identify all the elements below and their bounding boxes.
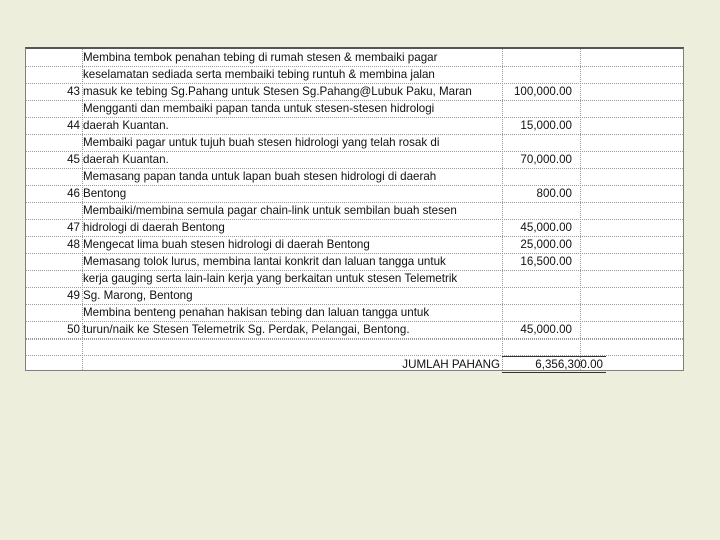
row-divider [26, 83, 683, 84]
row-description-line: Membaiki pagar untuk tujuh buah stesen hidrologi yang telah rosak di [83, 136, 440, 149]
row-number: 44 [67, 119, 80, 132]
row-number: 43 [67, 85, 80, 98]
row-divider [26, 202, 683, 203]
spreadsheet-table [25, 47, 684, 371]
row-number: 47 [67, 221, 80, 234]
row-divider [26, 66, 683, 67]
row-number: 46 [67, 187, 80, 200]
row-amount: 70,000.00 [520, 153, 572, 166]
row-divider [26, 338, 683, 339]
row-number: 45 [67, 153, 80, 166]
row-description-line: Membina tembok penahan tebing di rumah stesen & membaiki pagar [83, 51, 438, 64]
row-amount: 45,000.00 [520, 221, 572, 234]
row-number: 49 [67, 289, 80, 302]
row-divider [26, 287, 683, 288]
row-amount: 15,000.00 [520, 119, 572, 132]
total-amount: 6,356,300.00 [535, 358, 603, 371]
row-number: 48 [67, 238, 80, 251]
row-description-line: Bentong [83, 187, 127, 200]
row-divider [26, 321, 683, 322]
row-divider [26, 304, 683, 305]
row-amount: 100,000.00 [513, 85, 572, 98]
row-divider [26, 185, 683, 186]
row-description-line: Membina benteng penahan hakisan tebing dan laluan tangga untuk [83, 306, 430, 319]
row-divider [26, 117, 683, 118]
row-description-line: Memasang tolok lurus, membina lantai konkrit dan laluan tangga untuk [83, 255, 446, 268]
row-amount: 16,500.00 [520, 255, 572, 268]
total-label: JUMLAH PAHANG [402, 358, 500, 371]
row-divider [26, 339, 683, 340]
row-description-line: Memasang papan tanda untuk lapan buah stesen hidrologi di daerah [83, 170, 437, 183]
row-description-line: keselamatan sediada serta membaiki tebing runtuh & membina jalan [83, 68, 435, 81]
row-amount: 25,000.00 [520, 238, 572, 251]
row-divider [26, 355, 683, 356]
row-divider [26, 236, 683, 237]
row-divider [26, 270, 683, 271]
row-description-line: hidrologi di daerah Bentong [83, 221, 225, 234]
row-description-line: Sg. Marong, Bentong [83, 289, 193, 302]
row-description-line: masuk ke tebing Sg.Pahang untuk Stesen Sg.Pahang@Lubuk Paku, Maran [83, 85, 472, 98]
row-amount: 45,000.00 [520, 323, 572, 336]
row-description-line: Mengganti dan membaiki papan tanda untuk stesen-stesen hidrologi [83, 102, 435, 115]
row-divider [26, 151, 683, 152]
row-divider [26, 253, 683, 254]
row-description-line: Membaiki/membina semula pagar chain-link untuk sembilan buah stesen [83, 204, 457, 217]
row-description-line: daerah Kuantan. [83, 153, 169, 166]
row-amount: 800.00 [536, 187, 572, 200]
row-description-line: kerja gauging serta lain-lain kerja yang berkaitan untuk stesen Telemetrik [83, 272, 458, 285]
row-divider [26, 168, 683, 169]
row-number: 50 [67, 323, 80, 336]
row-divider [26, 100, 683, 101]
row-description-line: daerah Kuantan. [83, 119, 169, 132]
row-divider [26, 219, 683, 220]
row-description-line: Mengecat lima buah stesen hidrologi di daerah Bentong [83, 238, 370, 251]
row-divider [26, 134, 683, 135]
row-description-line: turun/naik ke Stesen Telemetrik Sg. Perdak, Pelangai, Bentong. [83, 323, 410, 336]
